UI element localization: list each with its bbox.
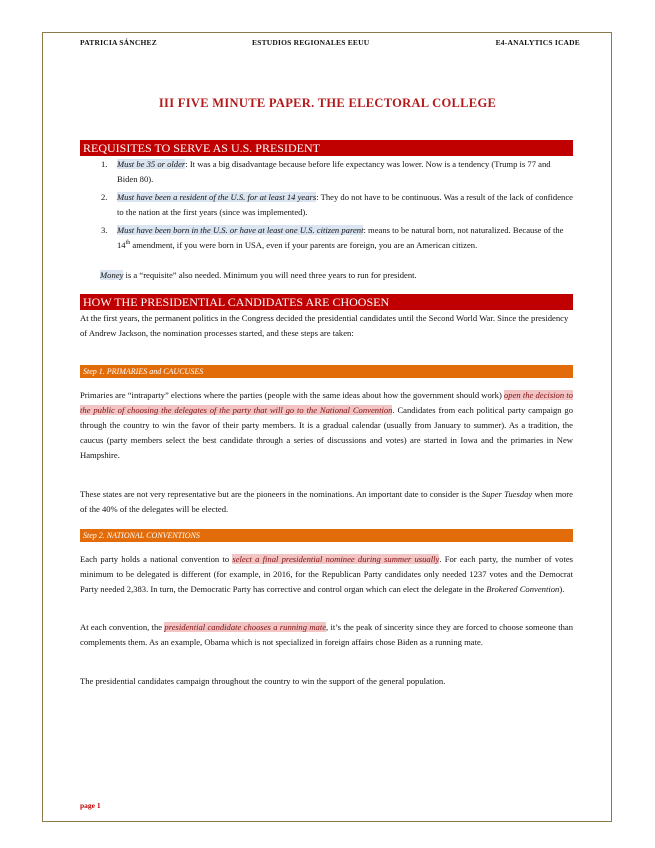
highlight-requisite: Must have been born in the U.S. or have at least one U.S. citizen parent bbox=[117, 225, 364, 235]
step2-paragraph-2 bbox=[80, 620, 573, 650]
requisites-list bbox=[80, 157, 573, 256]
highlight-money: Money bbox=[100, 270, 124, 280]
list-item bbox=[80, 157, 573, 187]
highlight-nominee: select a final presidential nominee during summer usually bbox=[232, 554, 440, 564]
header-author: PATRICIA SÁNCHEZ bbox=[80, 38, 157, 47]
text-span: ). bbox=[559, 584, 565, 594]
text-span: . For each party, the number of votes minimum to be delegated is different (for example, in 2016, for the Republican Party candidates only needed 1237 votes and the Democrat Party needed 2,383. In turn, the Democratic Party has corrective and control organ which can elect the delegate in the bbox=[80, 554, 573, 594]
step2-paragraph-3: The presidential candidates campaign throughout the country to win the support of the general population. bbox=[80, 676, 446, 686]
highlight-requisite: Must be 35 or older bbox=[117, 159, 186, 169]
text-span: , it’s the peak of sincerity since they are forced to choose someone than complements them. As an example, Obama which is not specialized in foreign affairs chose Biden as a running mate. bbox=[80, 622, 574, 647]
step1-paragraph-2 bbox=[80, 487, 573, 517]
requisite-text: : It was a big disadvantage because before life expectancy was lower. Now is a tendency (Trump is 77 and Biden 80). bbox=[117, 159, 551, 184]
brokered-convention: Brokered Convention bbox=[486, 584, 560, 594]
highlight-primaries: open the decision to the public of choosing the delegates of the party that will go to the National Convention bbox=[80, 390, 573, 415]
step1-heading: Step 1. PRIMARIES and CAUCUSES bbox=[80, 365, 573, 378]
page-number: page 1 bbox=[80, 801, 101, 810]
list-item bbox=[80, 223, 573, 253]
header-program: E4-ANALYTICS ICADE bbox=[495, 38, 580, 47]
requisite-text: : They do not have to be continuous. Was a result of the lack of confidence to the nation at the first years (since was implemented). bbox=[117, 192, 573, 217]
page-header bbox=[80, 38, 580, 52]
header-course: ESTUDIOS REGIONALES EEUU bbox=[252, 38, 370, 47]
step2-heading: Step 2. NATIONAL CONVENTIONS bbox=[80, 529, 573, 542]
text-span: when more of the 40% of the delegates will be elected. bbox=[80, 489, 573, 514]
text-span: . Candidates from each political party campaign go through the country to win the favor of their party members. It is a gradual calendar (usually from January to summer). As a tradition, the caucus (party members select the best candidate through a series of discussions and votes) are started in Iowa and the primaries in New Hampshire. bbox=[80, 405, 573, 460]
step2-paragraph-1 bbox=[80, 552, 573, 597]
list-number: 1. bbox=[101, 159, 108, 169]
requisite-text: amendment, if you were born in USA, even if your parents are foreign, you are an American citizen. bbox=[130, 240, 478, 250]
list-number: 2. bbox=[101, 192, 108, 202]
super-tuesday: Super Tuesday bbox=[481, 489, 533, 499]
list-item bbox=[80, 190, 573, 220]
candidates-intro: At the first years, the permanent politics in the Congress decided the presidential candidates until the Second World War. Since the presidency of Andrew Jackson, the nomination processes started, and these steps are taken: bbox=[80, 313, 569, 338]
list-number: 3. bbox=[101, 225, 108, 235]
document-title: III FIVE MINUTE PAPER. THE ELECTORAL COLLEGE bbox=[158, 96, 497, 110]
highlight-requisite: Must have been a resident of the U.S. for at least 14 years bbox=[117, 192, 317, 202]
text-span: Each party holds a national convention to bbox=[80, 554, 233, 564]
text-span: These states are not very representative but are the pioneers in the nominations. An important date to consider is the bbox=[80, 489, 482, 499]
money-paragraph bbox=[100, 268, 573, 283]
text-span: Primaries are “intraparty” elections where the parties (people with the same ideas about how the government should work) bbox=[80, 390, 504, 400]
highlight-running-mate: presidential candidate chooses a running mate bbox=[164, 622, 327, 632]
money-text: is a “requisite” also needed. Minimum you will need three years to run for president. bbox=[123, 270, 417, 280]
section-heading-requisites: REQUISITES TO SERVE AS U.S. PRESIDENT bbox=[80, 140, 573, 156]
requisite-text: : means to be natural born, not naturalized. Because of the 14 bbox=[117, 225, 564, 250]
superscript: th bbox=[125, 240, 131, 247]
text-span: At each convention, the bbox=[80, 622, 165, 632]
section-heading-candidates: HOW THE PRESIDENTIAL CANDIDATES ARE CHOOSEN bbox=[80, 294, 573, 310]
step1-paragraph-1 bbox=[80, 388, 573, 463]
